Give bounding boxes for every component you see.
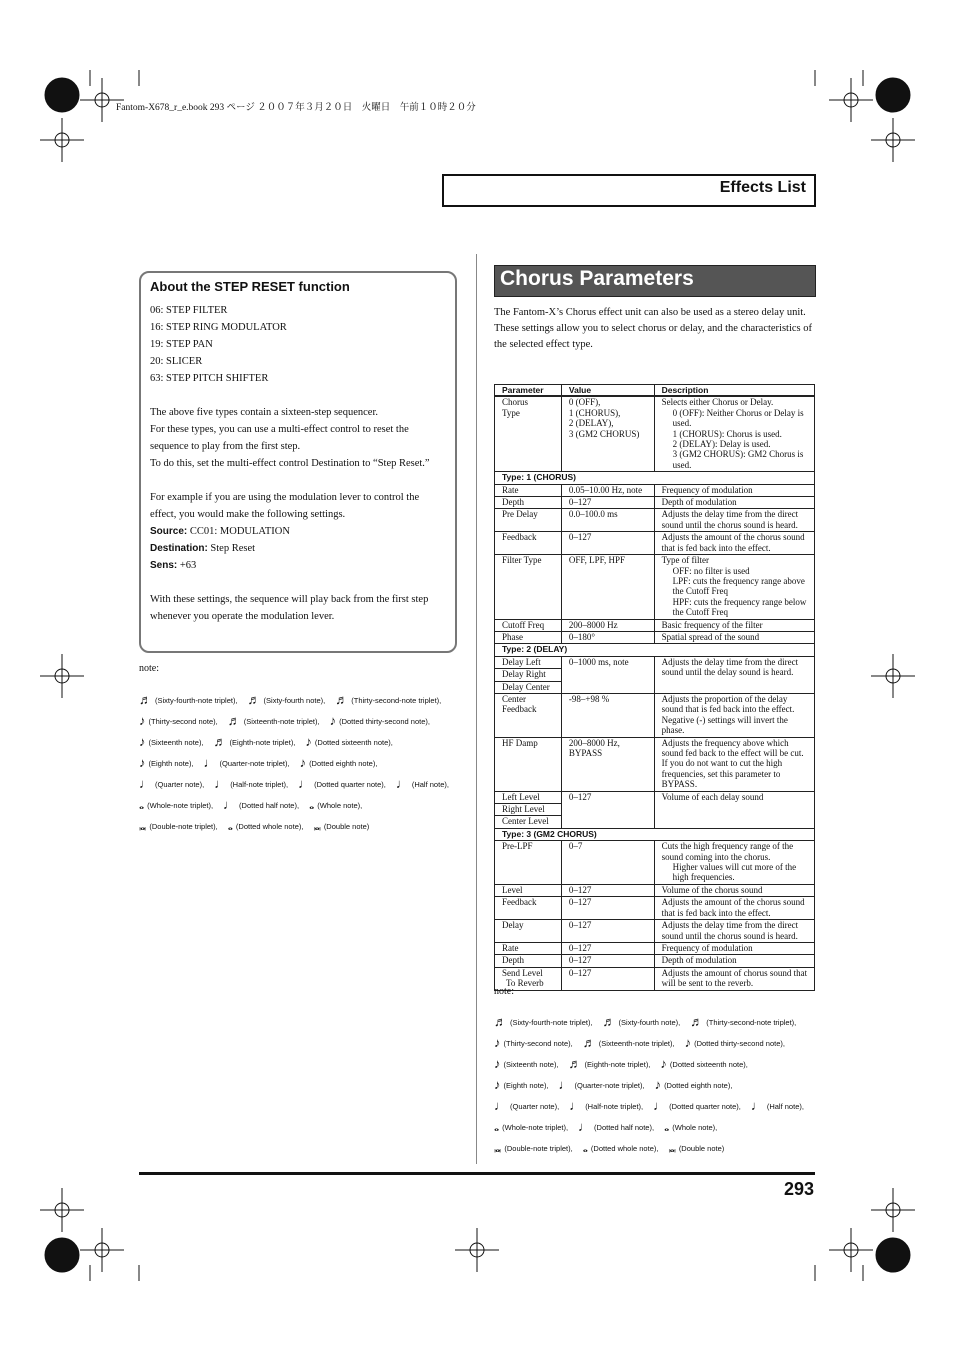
setting-sens: [150, 557, 448, 574]
note-icon: ♩: [298, 776, 312, 791]
note-icon: ♪: [139, 734, 146, 749]
note-icon: 𝅝: [494, 1119, 500, 1134]
table-row: Feedback 0–127 Adjusts the amount of the chorus sound that is fed back into the effect.: [495, 897, 815, 920]
note-icon: ♬: [494, 1014, 507, 1029]
note-icon: 𝅝: [309, 797, 315, 812]
note-icon: ♪: [494, 1077, 501, 1092]
table-row: Delay Center: [495, 681, 815, 693]
note-icon: ♬: [568, 1056, 582, 1071]
type-item: 63: STEP PITCH SHIFTER: [150, 373, 269, 384]
note-icon: 𝅜: [313, 818, 321, 833]
note-icon: 𝅝: [582, 1140, 588, 1155]
chorus-parameter-table: [494, 384, 815, 991]
step-reset-title: About the STEP RESET function: [150, 279, 350, 294]
paragraph: With these settings, the sequence will play back from the first step whenever you operate the modulation lever.: [150, 594, 429, 622]
type-item: 06: STEP FILTER: [150, 305, 228, 316]
type-item: 20: SLICER: [150, 356, 203, 367]
table-row: Level 0–127 Volume of the chorus sound: [495, 884, 815, 896]
note-icon: ♬: [335, 692, 349, 707]
table-row: Feedback 0–127 Adjusts the amount of the chorus sound that is fed back into the effect.: [495, 532, 815, 555]
note-icon: ♪: [329, 713, 337, 728]
destination-label: Destination:: [150, 543, 208, 554]
step-reset-box: [139, 271, 457, 653]
note-icon: ♪: [494, 1056, 501, 1071]
paragraph: For example if you are using the modulation lever to control the effect, you would make the following settings.: [150, 492, 420, 520]
table-section-row: Type: 1 (CHORUS): [495, 472, 815, 484]
chorus-banner: [494, 265, 816, 297]
note-icon: ♬: [213, 734, 227, 749]
table-row: Depth 0–127 Depth of modulation: [495, 955, 815, 967]
table-row: Phase 0–180° Spatial spread of the sound: [495, 631, 815, 643]
note-icon: 𝅜: [139, 818, 147, 833]
table-header: [495, 385, 815, 397]
note-icon: ♩: [494, 1098, 507, 1113]
setting-source: [150, 523, 448, 540]
column-header: Parameter: [495, 385, 562, 397]
note-icon: ♬: [247, 692, 261, 707]
intro-paragraph: These settings allow you to select chorus or delay, and the characteristics of the selected effect type.: [494, 323, 813, 350]
note-icon: ♩: [214, 776, 228, 791]
note-icon: 𝅝: [139, 797, 145, 812]
note-icon: ♩: [558, 1077, 572, 1092]
note-icon: ♩: [653, 1098, 667, 1113]
table-row: Pre Delay 0.0–100.0 ms Adjusts the delay time from the direct sound until the chorus sound is heard.: [495, 509, 815, 532]
note-icon: 𝅝: [664, 1119, 670, 1134]
paragraph: The above five types contain a sixteen-step sequencer.: [150, 407, 378, 418]
note-icon: ♬: [582, 1035, 596, 1050]
note-icon: ♪: [684, 1035, 692, 1050]
chorus-title: Chorus Parameters: [500, 267, 694, 290]
table-row: Right Level: [495, 804, 815, 816]
source-value: CC01: MODULATION: [189, 526, 290, 537]
note-label-right: note:: [494, 986, 514, 997]
section-header-box: [442, 174, 816, 207]
note-icon: ♩: [395, 776, 409, 791]
table-row: Left Level 0–127 Volume of each delay sound: [495, 791, 815, 803]
table-row: Filter Type OFF, LPF, HPF Type of filter OFF: no filter is used LPF: cuts the frequency range above the Cutoff Freq HPF: cuts the frequency range below the Cutoff Freq: [495, 555, 815, 619]
note-icon: 𝅜: [494, 1140, 502, 1155]
table-row: Pre-LPF 0–7 Cuts the high frequency range of the sound coming into the chorus. Higher values will cut more of the high frequencies.: [495, 841, 815, 885]
table-section-row: Type: 2 (DELAY): [495, 644, 815, 656]
table-row: Depth 0–127 Depth of modulation: [495, 497, 815, 509]
note-icon: ♪: [660, 1056, 667, 1071]
table-row: Rate 0.05–10.00 Hz, note Frequency of modulation: [495, 484, 815, 496]
note-label-left: note:: [139, 663, 159, 674]
chorus-intro: [494, 305, 816, 353]
table-row: Center Level: [495, 816, 815, 828]
page-number: 293: [783, 1179, 814, 1199]
note-icon: ♪: [305, 734, 312, 749]
note-icon: ♬: [690, 1014, 704, 1029]
note-icon: ♬: [139, 692, 152, 707]
setting-destination: [150, 540, 448, 557]
note-icon: ♩: [578, 1119, 592, 1134]
file-info-header: Fantom-X678_r_e.book 293 ページ ２００７年３月２０日 火曜日 午前１０時２０分: [116, 103, 476, 113]
note-icon: ♪: [494, 1035, 501, 1050]
note-icon: ♩: [569, 1098, 583, 1113]
note-icon: ♬: [227, 713, 241, 728]
section-title: Effects List: [719, 179, 806, 196]
table-row: Cutoff Freq 200–8000 Hz Basic frequency of the filter: [495, 619, 815, 631]
table-row: Send Level To Reverb 0–127 Adjusts the amount of chorus sound that will be sent to the reverb.: [495, 967, 815, 990]
note-icon: ♪: [654, 1077, 662, 1092]
source-label: Source:: [150, 526, 188, 537]
note-icon: ♩: [139, 776, 152, 791]
note-icon: ♪: [139, 713, 146, 728]
destination-value: Step Reset: [210, 543, 256, 554]
table-row: Chorus Type 0 (OFF), 1 (CHORUS), 2 (DELAY), 3 (GM2 CHORUS) Selects either Chorus or Delay. 0 (OFF): Neither Chorus or Delay is used. 1 (CHORUS): Chorus is used. 2 (DELAY): Delay is used. 3 (GM2 CHORUS): GM2 Chorus is used.: [495, 396, 815, 471]
sens-label: Sens:: [150, 560, 178, 571]
note-icon: ♩: [203, 755, 217, 770]
note-icon: ♪: [139, 755, 146, 770]
note-icon: 𝅜: [668, 1140, 676, 1155]
table-row: Rate 0–127 Frequency of modulation: [495, 942, 815, 954]
note-icon: 𝅝: [227, 818, 233, 833]
sens-value: +63: [179, 560, 197, 571]
note-icon: ♬: [602, 1014, 616, 1029]
paragraph: To do this, set the multi-effect control Destination to “Step Reset.”: [150, 458, 430, 469]
paragraph: For these types, you can use a multi-effect control to reset the sequence to play from the first step.: [150, 424, 409, 452]
footer-rule: [139, 1172, 815, 1175]
note-legend-left: ♬ (Sixty-fourth-note triplet), ♬ (Sixty-fourth note), ♬ (Thirty-second-note triplet), ♪ (Thirty-second note), ♬ (Sixteenth-note triplet), ♪ (Dotted thirty-second note), ♪ (Sixteenth note), ♬ (Eighth-note triplet), ♪ (Dotted sixteenth note), ♪ (Eighth note), ♩ (Quarter-note triplet), ♪ (Dotted eighth note), ♩ (Quarter note), ♩ (Half-note triplet), ♩ (Dotted quarter note), ♩ (Half note), 𝅝 (Whole-note triplet), ♩ (Dotted half note), 𝅝 (Whole note), 𝅜 (Double-note triplet), 𝅝 (Dotted whole note), 𝅜 (Double note): [139, 692, 449, 833]
table-row: Delay Right: [495, 669, 815, 681]
note-icon: ♪: [299, 755, 307, 770]
column-header: Description: [654, 385, 814, 397]
column-header: Value: [561, 385, 654, 397]
note-icon: ♩: [750, 1098, 764, 1113]
table-section-row: Type: 3 (GM2 CHORUS): [495, 828, 815, 840]
table-row: Center Feedback -98–+98 % Adjusts the proportion of the delay sound that is fed back into the effect. Negative (-) settings will invert the phase.: [495, 693, 815, 737]
table-row: Delay Left 0–1000 ms, note Adjusts the delay time from the direct sound until the delay sound is heard.: [495, 656, 815, 668]
step-reset-body: [150, 302, 448, 625]
column-divider: [476, 254, 477, 1164]
note-icon: ♩: [223, 797, 237, 812]
note-legend-right: ♬ (Sixty-fourth-note triplet), ♬ (Sixty-fourth note), ♬ (Thirty-second-note triplet), ♪ (Thirty-second note), ♬ (Sixteenth-note triplet), ♪ (Dotted thirty-second note), ♪ (Sixteenth note), ♬ (Eighth-note triplet), ♪ (Dotted sixteenth note), ♪ (Eighth note), ♩ (Quarter-note triplet), ♪ (Dotted eighth note), ♩ (Quarter note), ♩ (Half-note triplet), ♩ (Dotted quarter note), ♩ (Half note), 𝅝 (Whole-note triplet), ♩ (Dotted half note), 𝅝 (Whole note), 𝅜 (Double-note triplet), 𝅝 (Dotted whole note), 𝅜 (Double note): [494, 1014, 804, 1155]
table-row: Delay 0–127 Adjusts the delay time from the direct sound until the chorus sound is heard.: [495, 920, 815, 943]
type-item: 19: STEP PAN: [150, 339, 213, 350]
table-row: HF Damp 200–8000 Hz, BYPASS Adjusts the frequency above which sound fed back to the effect will be cut. If you do not want to cut the high frequencies, set this parameter to BYPASS.: [495, 737, 815, 791]
intro-paragraph: The Fantom-X’s Chorus effect unit can also be used as a stereo delay unit.: [494, 307, 806, 318]
type-item: 16: STEP RING MODULATOR: [150, 322, 287, 333]
